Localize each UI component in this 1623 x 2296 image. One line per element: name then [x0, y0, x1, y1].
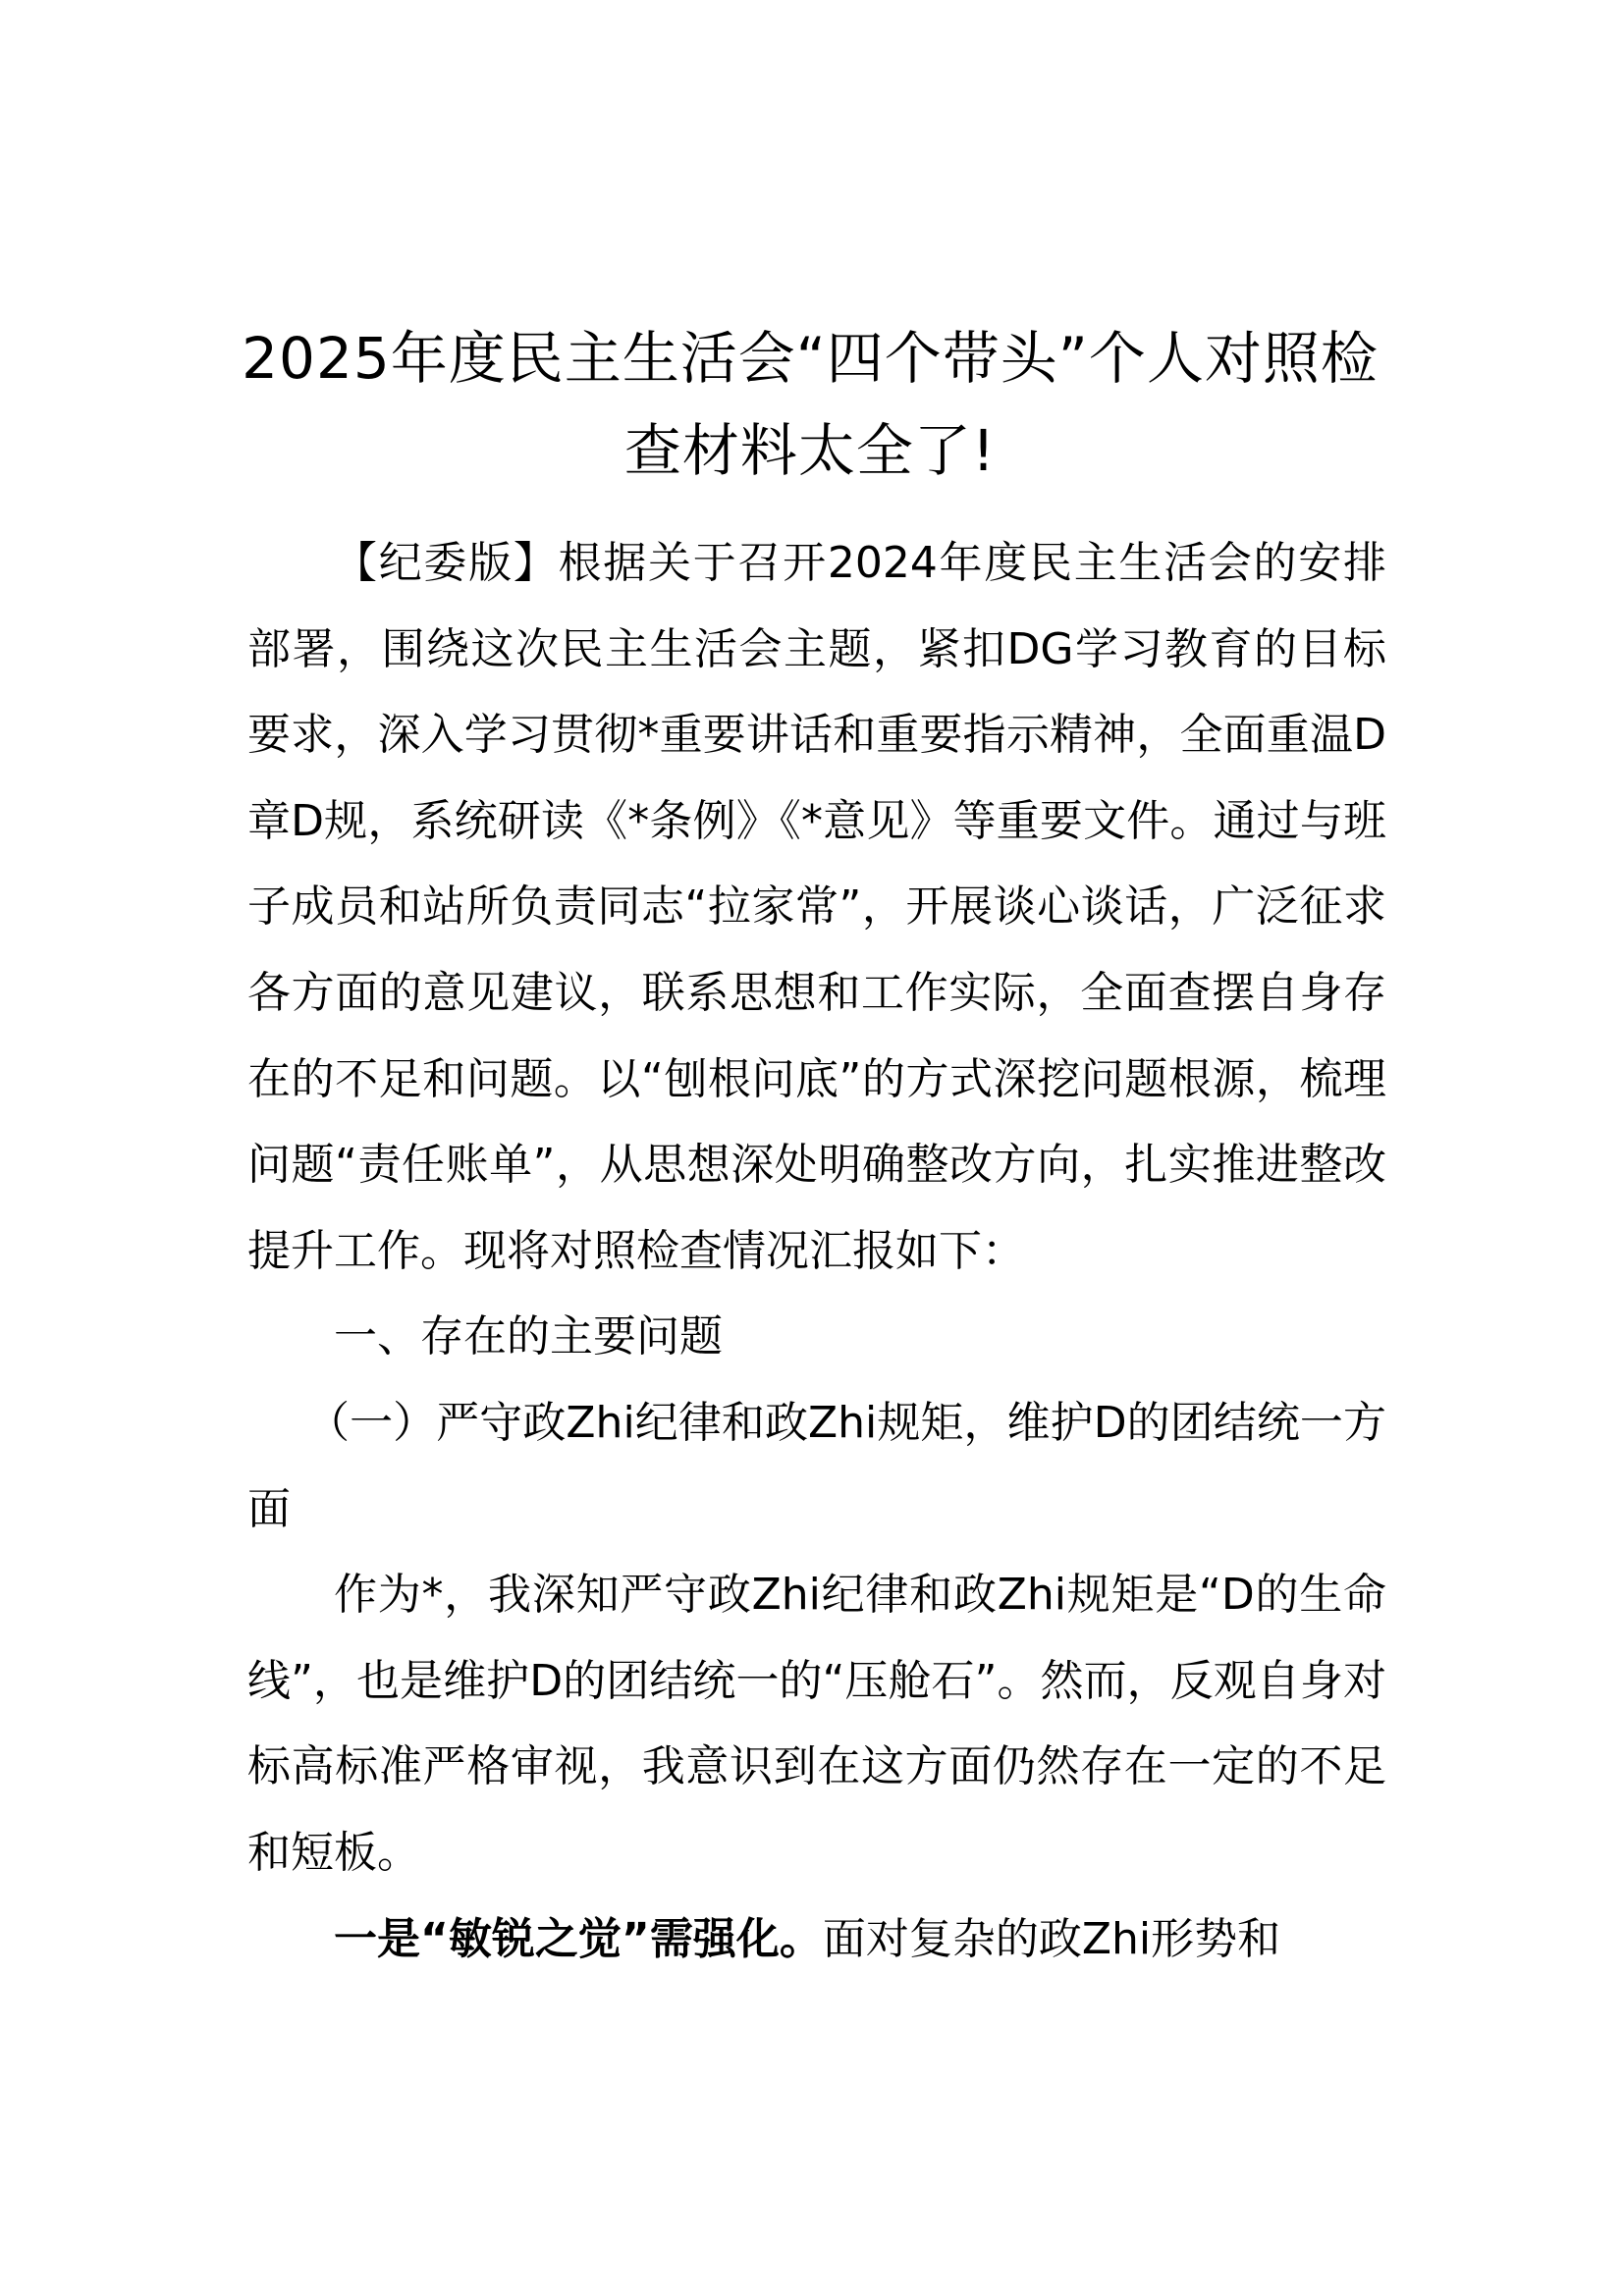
- subsection-heading: [247, 1380, 1386, 1552]
- section-heading: [247, 1294, 1386, 1380]
- subsection-heading-text: （一）严守政Zhi纪律和政Zhi规矩，维护D的团结统一方面: [247, 1397, 1386, 1534]
- intro-paragraph: [247, 520, 1386, 1294]
- subsection-paragraph: [247, 1552, 1386, 1896]
- point-text: 面对复杂的政Zhi形势和: [822, 1913, 1281, 1964]
- point-lead: 一是“敏锐之觉”需强化。: [334, 1913, 823, 1964]
- intro-paragraph-text: 【纪委版】根据关于召开2024年度民主生活会的安排部署，围绕这次民主生活会主题，紧扣DG学习教育的目标要求，深入学习贯彻*重要讲话和重要指示精神，全面重温D章D规，系统研读《*条例》《*意见》等重要文件。通过与班子成员和站所负责同志“拉家常”，开展谈心谈话，广泛征求各方面的意见建议，联系思想和工作实际，全面查摆自身存在的不足和问题。以“刨根问底”的方式深挖问题根源，梳理问题“责任账单”，从思想深处明确整改方向，扎实推进整改提升工作。现将对照检查情况汇报如下：: [247, 538, 1386, 1276]
- point-paragraph: [247, 1896, 1386, 1983]
- document-body: [247, 520, 1386, 1982]
- section-heading-text: 一、存在的主要问题: [334, 1311, 723, 1362]
- document-title: 2025年度民主生活会“四个带头”个人对照检查材料太全了!: [242, 325, 1379, 484]
- subsection-paragraph-text: 作为*，我深知严守政Zhi纪律和政Zhi规矩是“D的生命线”，也是维护D的团结统一的“压舱石”。然而，反观自身对标高标准严格审视，我意识到在这方面仍然存在一定的不足和短板。: [247, 1570, 1386, 1878]
